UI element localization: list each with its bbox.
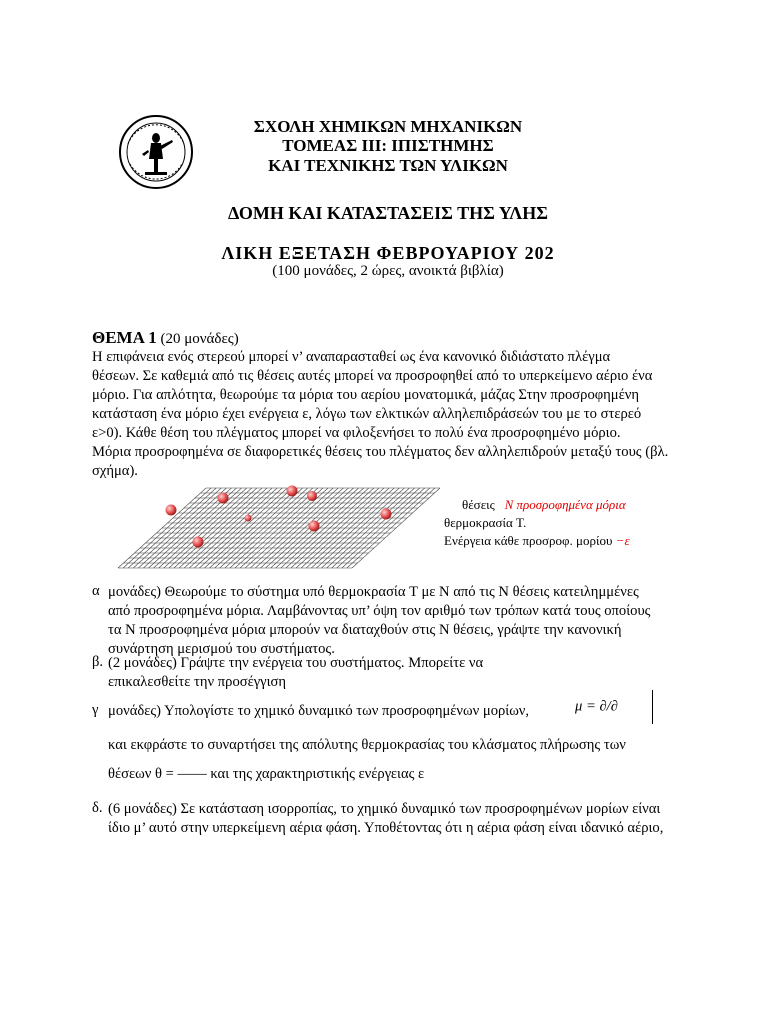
school-name: ΣΧΟΛΗ ΧΗΜΙΚΩΝ ΜΗΧΑΝΙΚΩΝ bbox=[253, 117, 523, 136]
molecule-sphere bbox=[307, 491, 317, 501]
energy-value: −ε bbox=[615, 533, 630, 548]
topic-title: ΘΕΜΑ 1 bbox=[92, 328, 157, 347]
topic-points: (20 μονάδες) bbox=[160, 331, 239, 347]
sites-label: θέσεις bbox=[462, 497, 495, 512]
intro-line: κατάσταση ένα μόριο έχει ενέργεια ε, λόγω των ελκτικών αλληλεπιδράσεών του με το στερεό bbox=[92, 406, 642, 422]
formula-text: μ = ∂/∂ bbox=[575, 698, 618, 715]
question-a-label: α bbox=[92, 583, 100, 599]
topic-heading bbox=[92, 328, 239, 348]
intro-line: μόριο. Για απλότητα, θεωρούμε τα μόρια του αερίου μονατομικά, μάζας Στην προσροφημένη bbox=[92, 387, 639, 403]
question-d-line: (6 μονάδες) Σε κατάσταση ισορροπίας, το χημικό δυναμικό των προσροφημένων μορίων είναι bbox=[108, 801, 661, 817]
lattice-figure bbox=[116, 484, 442, 570]
question-b-line: (2 μονάδες) Γράψτε την ενέργεια του συστήματος. Μπορείτε να bbox=[108, 655, 484, 671]
department-line-2: ΚΑΙ ΤΕΧΝΙΚΗΣ ΤΩΝ ΥΛΙΚΩΝ bbox=[268, 156, 508, 175]
energy-label: Ενέργεια κάθε προσροφ. μορίου bbox=[444, 533, 613, 548]
intro-line: θέσεων. Σε καθεμιά από τις θέσεις αυτές μπορεί να προσροφηθεί από το υπερκείμενο αέριο ένα bbox=[92, 368, 653, 384]
molecule-sphere bbox=[309, 521, 320, 532]
question-a-line: συνάρτηση μερισμού του συστήματος. bbox=[108, 641, 335, 657]
molecule-sphere bbox=[287, 486, 298, 497]
question-g-line-3: θέσεων θ = —— και της χαρακτηριστικής ενέργειας ε bbox=[108, 766, 425, 782]
molecule-sphere bbox=[245, 515, 252, 522]
intro-line: ε>0). Κάθε θέση του πλέγματος μπορεί να φιλοξενήσει το πολύ ένα προσροφημένο μόριο. bbox=[92, 425, 621, 441]
intro-line: σχήμα). bbox=[92, 463, 138, 479]
question-a-line: μονάδες) Θεωρούμε το σύστημα υπό θερμοκρασία T με N από τις N θέσεις κατειλημμένες bbox=[108, 584, 639, 600]
molecule-sphere bbox=[166, 505, 177, 516]
adsorbed-label: N προσροφημένα μόρια bbox=[504, 497, 626, 512]
question-d-line: ίδιο μ’ αυτό στην υπερκείμενη αέρια φάση. Υποθέτοντας ότι η αέρια φάση είναι ιδανικό αέριο, bbox=[108, 820, 664, 836]
molecule-sphere bbox=[381, 509, 392, 520]
question-b-line: επικαλεσθείτε την προσέγγιση bbox=[108, 674, 287, 690]
department-line-1: ΤΟΜΕΑΣ ΙΙΙ: ΙΠΙΣΤΗΜΗΣ bbox=[282, 136, 494, 155]
figure-label-energy bbox=[444, 533, 630, 549]
course-title: ΔΟΜΗ ΚΑΙ ΚΑΤΑΣΤΑΣΕΙΣ ΤΗΣ ΥΛΗΣ bbox=[228, 203, 548, 223]
molecule-sphere bbox=[193, 537, 204, 548]
molecule-sphere bbox=[218, 493, 229, 504]
intro-line: Μόρια προσροφημένα σε διαφορετικές θέσεις του πλέγματος δεν αλληλεπιδρούν μεταξύ τους (βλ. bbox=[92, 444, 669, 460]
question-d bbox=[108, 800, 678, 838]
figure-label-temperature: θερμοκρασία T. bbox=[444, 515, 527, 530]
chemical-potential-formula bbox=[575, 690, 653, 724]
intro-paragraph bbox=[92, 348, 678, 481]
exam-meta: (100 μονάδες, 2 ώρες, ανοικτά βιβλία) bbox=[272, 263, 504, 279]
figure-label-sites bbox=[462, 497, 626, 513]
lattice-grid bbox=[118, 488, 440, 568]
question-g-line-1: μονάδες) Υπολογίστε το χημικό δυναμικό των προσροφημένων μορίων, bbox=[108, 703, 530, 719]
question-d-label: δ. bbox=[92, 800, 103, 816]
exam-title: ΛΙΚΗ ΕΞΕΤΑΣΗ ΦΕΒΡΟΥΑΡΙΟΥ 202 bbox=[221, 243, 555, 263]
question-a-line: από προσροφημένα μόρια. Λαμβάνοντας υπ’ όψη τον αριθμό των τρόπων κατά τους οποίους bbox=[108, 603, 651, 619]
question-a-line: τα N προσροφημένα μόρια μπορούν να διαταχθούν στις N θέσεις, γράψτε την κανονική bbox=[108, 622, 622, 638]
question-g-label: γ bbox=[92, 702, 99, 718]
question-a bbox=[108, 583, 678, 659]
question-b bbox=[108, 654, 678, 692]
intro-line: Η επιφάνεια ενός στερεού μπορεί ν’ αναπαρασταθεί ως ένα κανονικό διδιάστατο πλέγμα bbox=[92, 349, 611, 365]
question-g-line-2: και εκφράστε το συναρτήσει της απόλυτης θερμοκρασίας του κλάσματος πλήρωσης των bbox=[108, 737, 626, 753]
question-b-label: β. bbox=[92, 654, 104, 670]
